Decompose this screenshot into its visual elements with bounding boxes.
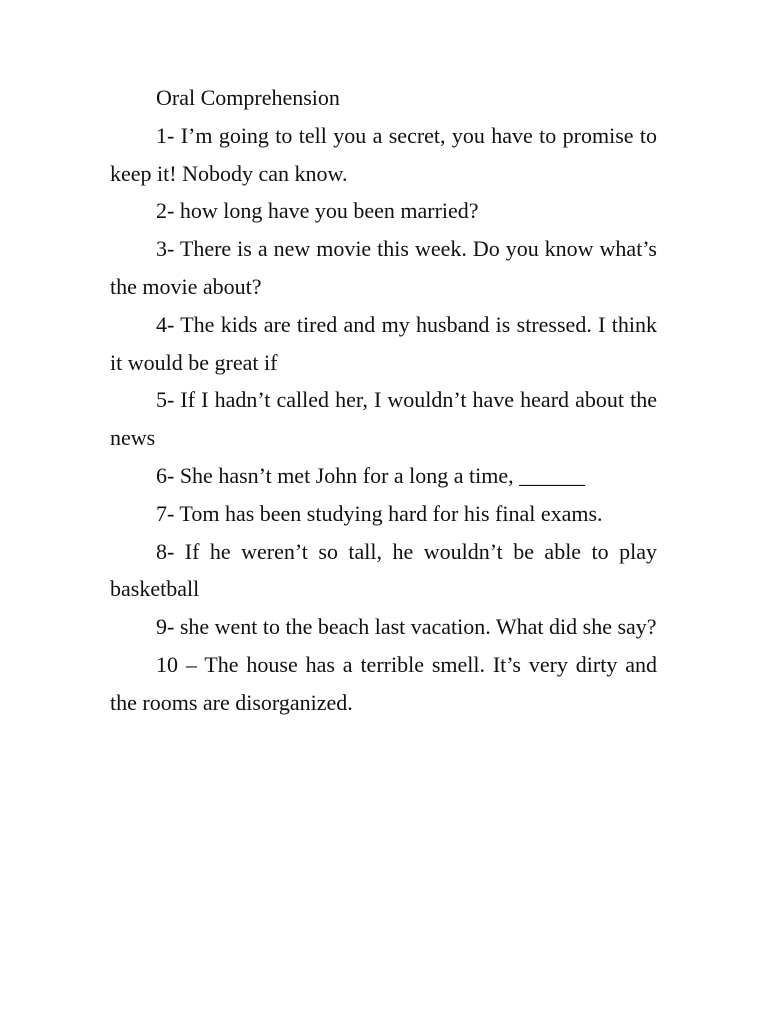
question-1: 1- I’m going to tell you a secret, you have to promise to keep it! Nobody can know. xyxy=(110,122,657,186)
question-4: 4- The kids are tired and my husband is stressed. I think it would be great if xyxy=(110,311,657,375)
question-2: 2- how long have you been married? xyxy=(156,198,479,224)
question-6: 6- She hasn’t met John for a long a time, ______ xyxy=(156,462,586,488)
question-10: 10 – The house has a terrible smell. It’s very dirty and the rooms are disorganized. xyxy=(110,651,657,715)
question-9: 9- she went to the beach last vacation. What did she say? xyxy=(156,614,657,640)
document-page xyxy=(110,79,657,722)
question-7: 7- Tom has been studying hard for his final exams. xyxy=(156,500,603,526)
document-title: Oral Comprehension xyxy=(156,85,340,110)
question-5: 5- If I hadn’t called her, I wouldn’t have heard about the news xyxy=(110,387,657,451)
question-3: 3- There is a new movie this week. Do you know what’s the movie about? xyxy=(110,236,657,299)
question-8: 8- If he weren’t so tall, he wouldn’t be able to play basketball xyxy=(110,538,657,602)
